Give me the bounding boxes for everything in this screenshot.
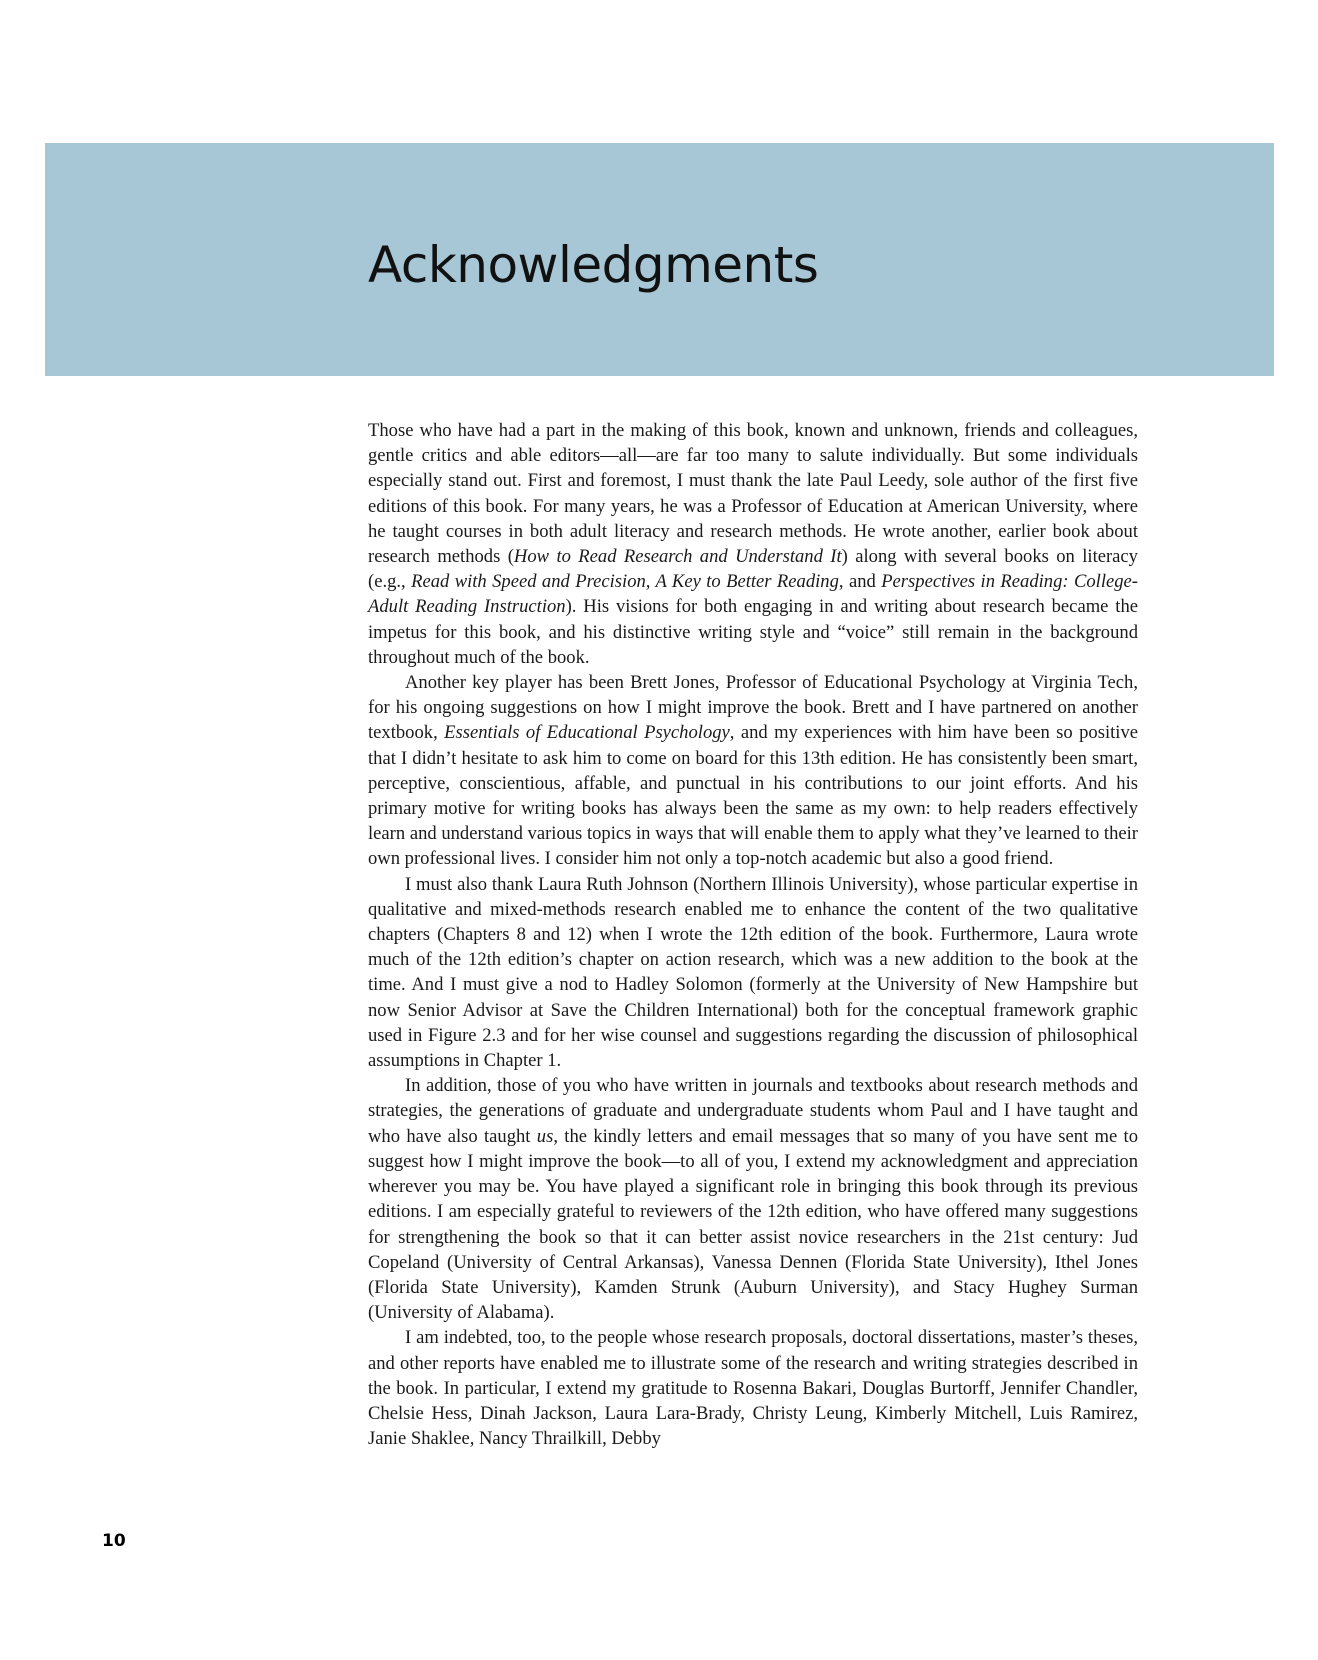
paragraph-text: I am indebted, too, to the people whose research proposals, doctoral dissertations, master’s theses, and other reports have enabled me to illustrate some of the research and writing strategies described in the book. In particular, I extend my gratitude to Rosenna Bakari, Douglas Burtorff, Jennifer Chandler, Chelsie Hess, Dinah Jackson, Laura Lara-Brady, Christy Leung, Kimberly Mitchell, Luis Ramirez, Janie Shaklee, Nancy Thrailkill, Debby	[368, 1327, 1138, 1450]
paragraph-paul-leedy	[368, 418, 1138, 670]
book-title-read-with-speed: Read with Speed and Precision, A Key to Better Reading	[411, 571, 839, 593]
paragraph-text: Those who have had a part in the making of this book, known and unknown, friends and colleagues, gentle critics and able editors—all—are far too many to salute individually. But some individuals especially stand out. First and foremost, I must thank the late Paul Leedy, sole author of the first five editions of this book. For many years, he was a Professor of Education at American University, where he taught courses in both adult literacy and research methods. He wrote another, earlier book about research methods (	[368, 420, 1138, 568]
chapter-title: Acknowledgments	[368, 236, 819, 294]
paragraph-text: , and	[838, 571, 882, 593]
paragraph-text: I must also thank Laura Ruth Johnson (Northern Illinois University), whose particular expertise in qualitative and mixed-methods research enabled me to enhance the content of the two qualitative chapters (Chapters 8 and 12) when I wrote the 12th edition of the book. Furthermore, Laura wrote much of the 12th edition’s chapter on action research, which was a new addition to the book at the time. And I must give a nod to Hadley Solomon (formerly at the University of New Hampshire but now Senior Advisor at Save the Children International) both for the conceptual framework graphic used in Figure 2.3 and for her wise counsel and suggestions regarding the discussion of philosophical assumptions in Chapter 1.	[368, 873, 1138, 1072]
book-title-how-to-read: How to Read Research and Understand It	[513, 546, 842, 568]
book-title-perspectives-in-reading: Perspectives in Reading: College-Adult Reading Instruction	[368, 571, 1138, 618]
paragraph-text: Another key player has been Brett Jones, Professor of Educational Psychology at Virginia Tech, for his ongoing suggestions on how I might improve the book. Brett and I have partnered on another textbook,	[368, 672, 1138, 744]
paragraph-laura-johnson	[368, 872, 1138, 1074]
chapter-header-band	[45, 143, 1274, 376]
page-number: 10	[102, 1531, 126, 1551]
paragraph-text: ). His visions for both engaging in and writing about research became the impetus for this book, and his distinctive writing style and “voice” still remain in the background throughout much of the book.	[368, 596, 1138, 668]
paragraph-text: ) along with several books on literacy (e.g.,	[368, 546, 1138, 593]
paragraph-text: , the kindly letters and email messages that so many of you have sent me to suggest how I might improve the book—to all of you, I extend my acknowledgment and appreciation wherever you may be. You have played a significant role in bringing this book through its previous editions. I am especially grateful to reviewers of the 12th edition, who have offered many suggestions for strengthening the book so that it can better assist novice researchers in the 21st century: Jud Copeland (University of Central Arkansas), Vanessa Dennen (Florida State University), Ithel Jones (Florida State University), Kamden Strunk (Auburn University), and Stacy Hughey Surman (University of Alabama).	[368, 1125, 1138, 1324]
paragraph-text: In addition, those of you who have written in journals and textbooks about research methods and strategies, the generations of graduate and undergraduate students whom Paul and I have taught and who have also taught	[368, 1075, 1138, 1147]
acknowledgments-body	[368, 418, 1138, 1451]
paragraph-brett-jones	[368, 670, 1138, 872]
paragraph-text: , and my experiences with him have been so positive that I didn’t hesitate to ask him to come on board for this 13th edition. He has consistently been smart, perceptive, conscientious, affable, and punctual in his contributions to our joint efforts. And his primary motive for writing books has always been the same as my own: to help readers effectively learn and understand various topics in ways that will enable them to apply what they’ve learned to their own professional lives. I consider him not only a top-notch academic but also a good friend.	[368, 722, 1138, 870]
paragraph-research-contributors	[368, 1325, 1138, 1451]
paragraph-readers-reviewers	[368, 1073, 1138, 1325]
emphasis-us: us	[536, 1125, 554, 1147]
book-title-essentials: Essentials of Educational Psychology	[444, 722, 730, 744]
